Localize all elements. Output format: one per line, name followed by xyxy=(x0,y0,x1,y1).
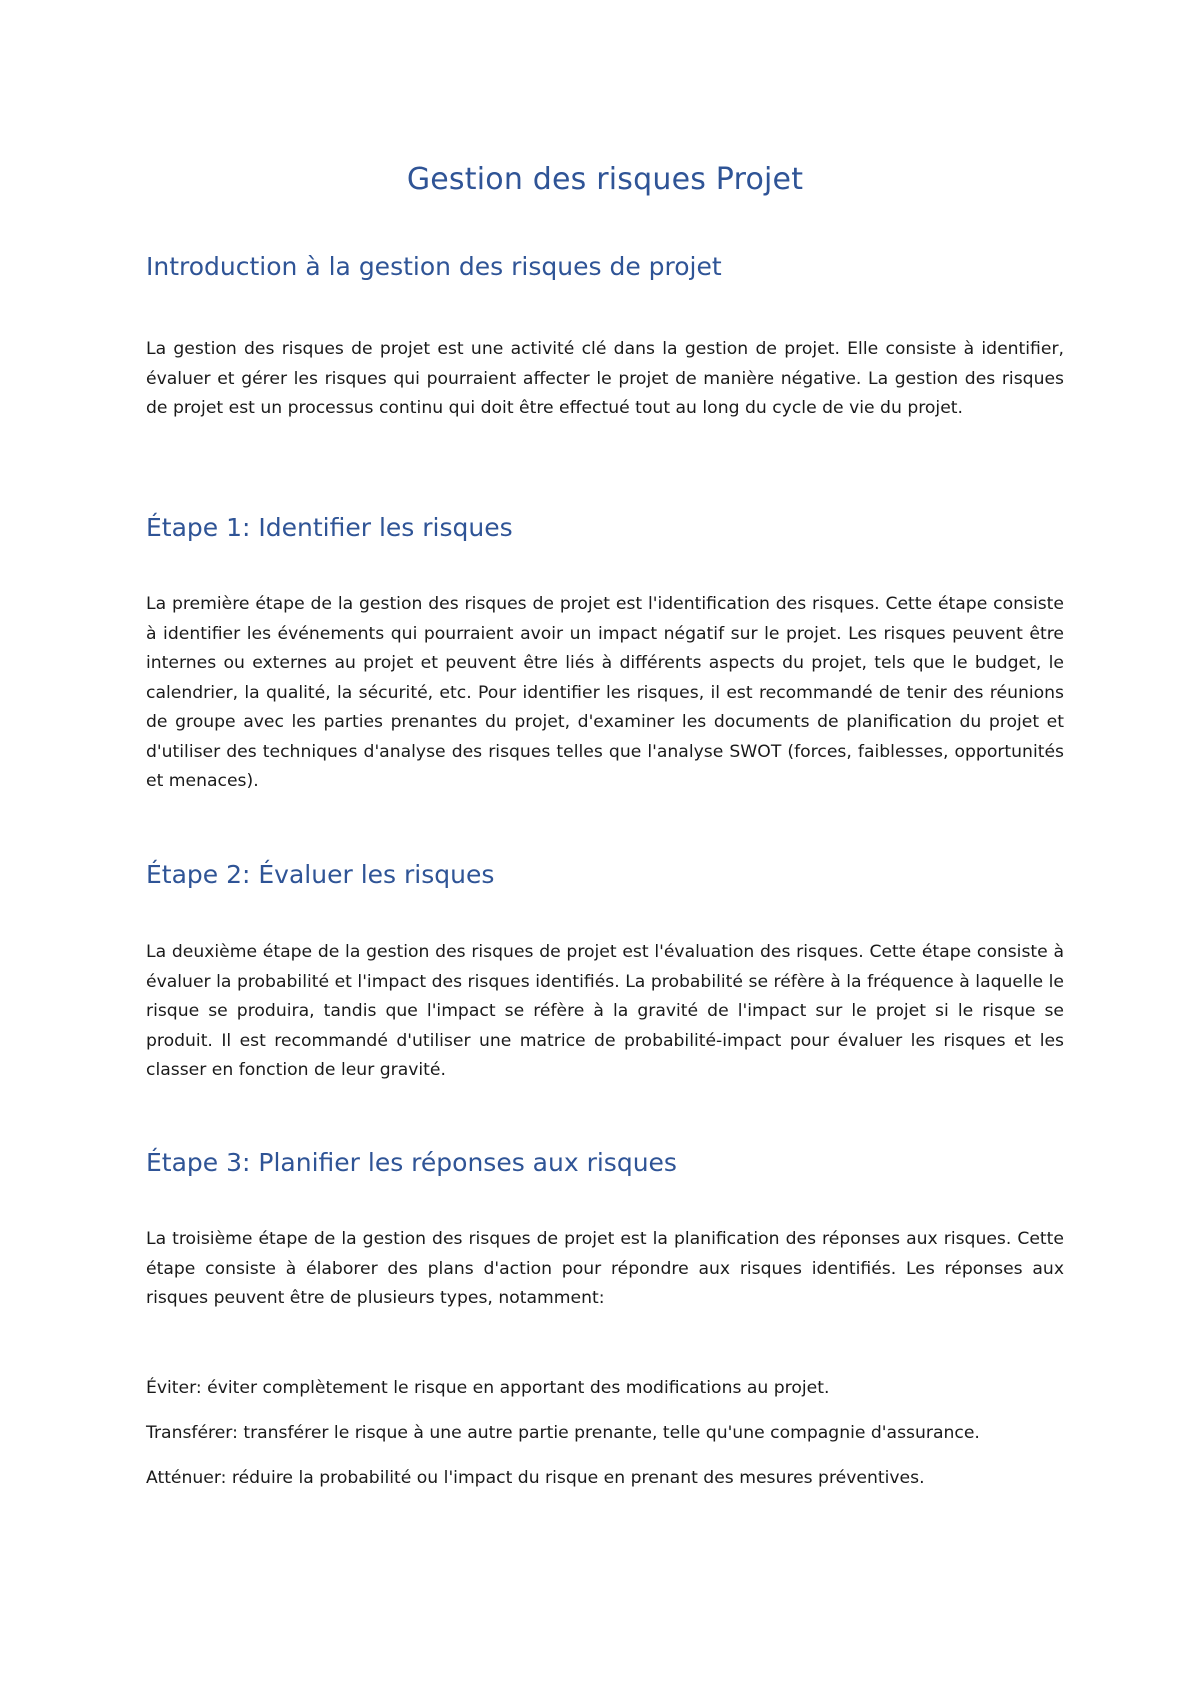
response-item-attenuer: Atténuer: réduire la probabilité ou l'impact du risque en prenant des mesures préventives. xyxy=(146,1468,925,1488)
document-title: Gestion des risques Projet xyxy=(406,162,804,197)
section-heading-step-1: Étape 1: Identifier les risques xyxy=(146,513,513,542)
response-item-transferer: Transférer: transférer le risque à une autre partie prenante, telle qu'une compagnie d'assurance. xyxy=(146,1423,980,1443)
section-body-introduction: La gestion des risques de projet est une activité clé dans la gestion de projet. Elle consiste à identifier, évaluer et gérer les risques qui pourraient affecter le projet de manière négative. La gestion des risques de projet est un processus continu qui doit être effectué tout au long du cycle de vie du projet. xyxy=(146,339,1064,418)
section-body-step-3: La troisième étape de la gestion des risques de projet est la planification des réponses aux risques. Cette étape consiste à élaborer des plans d'action pour répondre aux risques identifiés. Les réponses aux risques peuvent être de plusieurs types, notamment: xyxy=(146,1229,1064,1308)
section-body-step-2: La deuxième étape de la gestion des risques de projet est l'évaluation des risques. Cette étape consiste à évaluer la probabilité et l'impact des risques identifiés. La probabilité se réfère à la fréquence à laquelle le risque se produira, tandis que l'impact se réfère à la gravité de l'impact sur le projet si le risque se produit. Il est recommandé d'utiliser une matrice de probabilité-impact pour évaluer les risques et les classer en fonction de leur gravité. xyxy=(146,942,1064,1080)
response-item-eviter: Éviter: éviter complètement le risque en apportant des modifications au projet. xyxy=(146,1378,830,1398)
section-heading-step-2: Étape 2: Évaluer les risques xyxy=(146,860,495,889)
section-body-step-1: La première étape de la gestion des risques de projet est l'identification des risques. Cette étape consiste à identifier les événements qui pourraient avoir un impact négatif sur le projet. Les risques peuvent être internes ou externes au projet et peuvent être liés à différents aspects du projet, tels que le budget, le calendrier, la qualité, la sécurité, etc. Pour identifier les risques, il est recommandé de tenir des réunions de groupe avec les parties prenantes du projet, d'examiner les documents de planification du projet et d'utiliser des techniques d'analyse des risques telles que l'analyse SWOT (forces, faiblesses, opportunités et menaces). xyxy=(146,594,1064,791)
section-heading-introduction: Introduction à la gestion des risques de projet xyxy=(146,252,722,281)
section-heading-step-3: Étape 3: Planifier les réponses aux risques xyxy=(146,1148,677,1177)
document-page xyxy=(146,0,1064,1698)
